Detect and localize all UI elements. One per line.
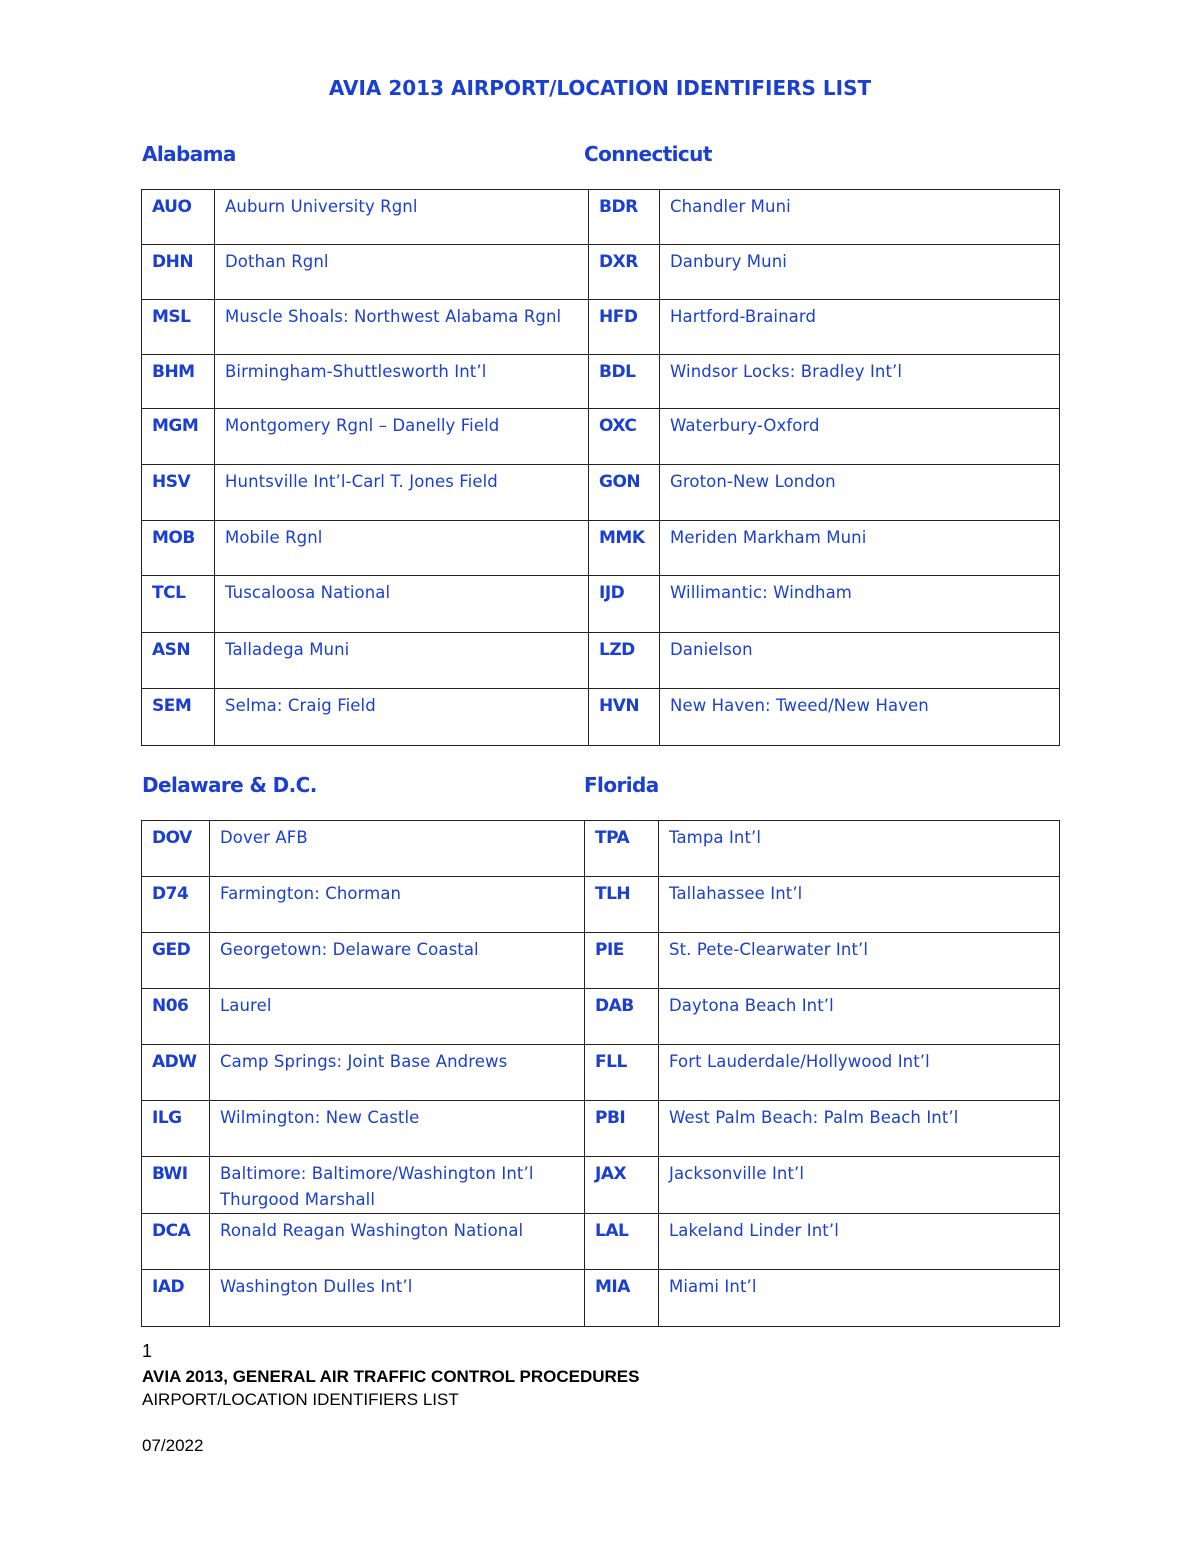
identifier-code: DHN [142,245,215,300]
airport-name: Muscle Shoals: Northwest Alabama Rgnl [215,300,589,355]
airport-name: Miami Int’l [659,1270,1060,1327]
table-row [142,821,1060,877]
airport-name: Hartford-Brainard [660,300,1060,355]
airport-name: Georgetown: Delaware Coastal [210,933,585,989]
table-row [142,521,1060,576]
airport-name: Baltimore: Baltimore/Washington Int’l Thurgood Marshall [210,1157,585,1214]
identifier-code: PIE [585,933,659,989]
airport-name: Mobile Rgnl [215,521,589,576]
airport-name: Danielson [660,633,1060,689]
identifier-code: LZD [589,633,660,689]
section-heading-connecticut: Connecticut [584,142,712,166]
identifier-code: DXR [589,245,660,300]
identifier-code: MMK [589,521,660,576]
airport-name: Danbury Muni [660,245,1060,300]
airport-name: Lakeland Linder Int’l [659,1214,1060,1270]
table-row [142,989,1060,1045]
identifier-code: GED [142,933,210,989]
table-row [142,1214,1060,1270]
page-title: AVIA 2013 AIRPORT/LOCATION IDENTIFIERS LIST [328,76,872,100]
identifier-code: HVN [589,689,660,746]
table-row [142,245,1060,300]
airport-name: West Palm Beach: Palm Beach Int’l [659,1101,1060,1157]
identifier-code: SEM [142,689,215,746]
table-row [142,689,1060,746]
airport-name: Dover AFB [210,821,585,877]
airport-name: Willimantic: Windham [660,576,1060,633]
section-heading-delaware: Delaware & D.C. [142,773,317,797]
table-row [142,576,1060,633]
airport-name: Daytona Beach Int’l [659,989,1060,1045]
table-row [142,633,1060,689]
identifier-code: TCL [142,576,215,633]
identifiers-table-alabama-connecticut [141,189,1060,746]
footer-date: 07/2022 [142,1436,204,1455]
table-row [142,190,1060,245]
identifier-code: IJD [589,576,660,633]
footer-subtitle: AIRPORT/LOCATION IDENTIFIERS LIST [142,1390,459,1409]
airport-name: Groton-New London [660,465,1060,521]
identifier-code: MIA [585,1270,659,1327]
footer-course-title: AVIA 2013, GENERAL AIR TRAFFIC CONTROL PROCEDURES [142,1367,640,1386]
identifier-code: DOV [142,821,210,877]
table-row [142,1101,1060,1157]
identifier-code: D74 [142,877,210,933]
airport-name: Auburn University Rgnl [215,190,589,245]
identifier-code: AUO [142,190,215,245]
airport-name: New Haven: Tweed/New Haven [660,689,1060,746]
table-row [142,300,1060,355]
airport-name: Jacksonville Int’l [659,1157,1060,1214]
identifier-code: TPA [585,821,659,877]
identifier-code: BWI [142,1157,210,1214]
table-row [142,355,1060,409]
airport-name: Laurel [210,989,585,1045]
airport-name: Talladega Muni [215,633,589,689]
airport-name: Huntsville Int’l-Carl T. Jones Field [215,465,589,521]
section-heading-alabama: Alabama [142,142,236,166]
airport-name: Fort Lauderdale/Hollywood Int’l [659,1045,1060,1101]
identifier-code: ILG [142,1101,210,1157]
airport-name: Ronald Reagan Washington National [210,1214,585,1270]
identifier-code: BDR [589,190,660,245]
table-row [142,1157,1060,1214]
identifier-code: FLL [585,1045,659,1101]
airport-name: Chandler Muni [660,190,1060,245]
airport-name: Washington Dulles Int’l [210,1270,585,1327]
table-row [142,465,1060,521]
table-row [142,409,1060,465]
identifier-code: MOB [142,521,215,576]
airport-name: Tallahassee Int’l [659,877,1060,933]
table-row [142,877,1060,933]
identifier-code: DCA [142,1214,210,1270]
airport-name: Camp Springs: Joint Base Andrews [210,1045,585,1101]
airport-name: Tampa Int’l [659,821,1060,877]
section-heading-florida: Florida [584,773,659,797]
identifiers-table-delaware-florida [141,820,1060,1327]
airport-name: Meriden Markham Muni [660,521,1060,576]
airport-name: Montgomery Rgnl – Danelly Field [215,409,589,465]
identifier-code: PBI [585,1101,659,1157]
table-row [142,1270,1060,1327]
identifier-code: HFD [589,300,660,355]
page-number: 1 [142,1341,153,1361]
airport-name: St. Pete-Clearwater Int’l [659,933,1060,989]
identifier-code: JAX [585,1157,659,1214]
identifier-code: ASN [142,633,215,689]
table-row [142,1045,1060,1101]
identifier-code: MSL [142,300,215,355]
airport-name: Tuscaloosa National [215,576,589,633]
airport-name: Windsor Locks: Bradley Int’l [660,355,1060,409]
identifier-code: OXC [589,409,660,465]
identifier-code: LAL [585,1214,659,1270]
airport-name: Birmingham-Shuttlesworth Int’l [215,355,589,409]
airport-name: Dothan Rgnl [215,245,589,300]
identifier-code: IAD [142,1270,210,1327]
identifier-code: TLH [585,877,659,933]
identifier-code: HSV [142,465,215,521]
identifier-code: ADW [142,1045,210,1101]
identifier-code: MGM [142,409,215,465]
airport-name: Selma: Craig Field [215,689,589,746]
identifier-code: N06 [142,989,210,1045]
identifier-code: DAB [585,989,659,1045]
airport-name: Farmington: Chorman [210,877,585,933]
table-row [142,933,1060,989]
identifier-code: BHM [142,355,215,409]
identifier-code: BDL [589,355,660,409]
identifier-code: GON [589,465,660,521]
airport-name: Waterbury-Oxford [660,409,1060,465]
airport-name: Wilmington: New Castle [210,1101,585,1157]
